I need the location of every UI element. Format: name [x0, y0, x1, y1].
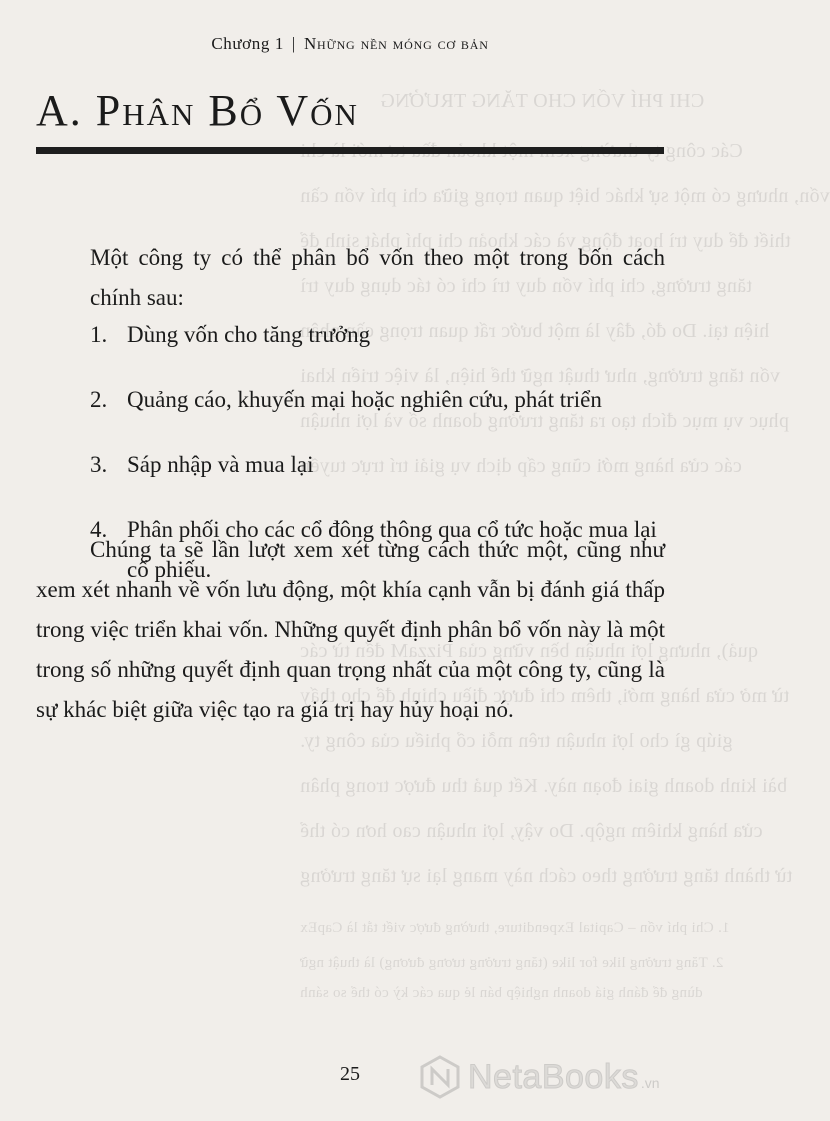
list-item: [90, 445, 665, 485]
list-text: Dùng vốn cho tăng trưởng: [127, 322, 371, 347]
intro-paragraph: Một công ty có thể phân bổ vốn theo một trong bốn cách chính sau:: [90, 245, 665, 310]
list-item: [90, 315, 665, 355]
list-text: Quảng cáo, khuyến mại hoặc nghiên cứu, phát triển: [127, 387, 602, 412]
list-number: 1.: [90, 322, 108, 347]
running-header: [0, 34, 700, 54]
header-separator: |: [291, 34, 296, 53]
list-number: 3.: [90, 452, 108, 477]
chapter-label: Chương 1: [211, 34, 284, 53]
show-through-texture: CHI PHÍ VỐN CHO TĂNG TRƯỞNG Các công vốn, nhưng có một sự khác biệt quan trọng giữa chi phí vốn cần thiết để duy trì hoạt động và các khoản chi phí phát sinh để tăng trưởng, chi phí vốn duy trì chỉ có tác dụng duy trì hiện tại. Do đó, đây là một bước rất quan trọng cần phân vốn tăng trưởng, như thuật ngữ thể hiện, là việc triển khai phục vụ mục đích tạo ra tăng trưởng doanh số và lợi nhuận các cửa hàng mới cũng cấp dịch vụ giải trí trực tuyến quả), nhưng lợi nhuận bền vững của PizzaM đến từ các từ mở cửa hàng mới, thêm chỉ được điều chỉnh để cho thấy giúp gì cho lợi nhuận trên mỗi cổ phiếu của công ty. bài kinh doanh giai đoạn này. Kết quả thu được trong phân cửa hàng khiêm ngộp. Do vậy, lợi nhuận cao hơn có thể từ thành tăng trưởng theo cách này mang lại sự tăng trưởng 1. Chi phí vốn – Capital Expenditure, thường được viết tắt là CapEx 2. Tăng trưởng like for like (tăng trưởng tương đương) là thuật ngữ dùng để đánh giá doanh nghiệp bán lẻ qua các kỳ có thể so sánh: [300, 90, 830, 1001]
chapter-subtitle: Những nền móng cơ bản: [303, 34, 489, 53]
netabooks-logo-icon: [418, 1055, 462, 1099]
section-title: A. Phân Bổ Vốn: [36, 86, 359, 135]
watermark-brand: NetaBooks: [468, 1057, 639, 1096]
list-text: Phân phối cho các cổ đông thông qua cổ tức hoặc mua lại cổ phiếu.: [127, 517, 657, 582]
title-rule: [36, 147, 664, 154]
list-number: 4.: [90, 517, 108, 542]
publisher-watermark: [418, 1055, 660, 1099]
body-paragraph: Chúng ta sẽ lần lượt xem xét từng cách thức một, cũng như xem xét nhanh về vốn lưu động, một khía cạnh vẫn bị đánh giá thấp trong việc triển khai vốn. Những quyết định phân bổ vốn này là một trong số những quyết định quan trọng nhất của một công ty, cũng là sự khác biệt giữa việc tạo ra giá trị hay hủy hoại nó.: [36, 537, 665, 722]
watermark-suffix: .vn: [640, 1075, 660, 1091]
page-number: 25: [340, 1063, 360, 1085]
list-item: [90, 380, 665, 420]
list-text: Sáp nhập và mua lại: [127, 452, 314, 477]
list-number: 2.: [90, 387, 108, 412]
